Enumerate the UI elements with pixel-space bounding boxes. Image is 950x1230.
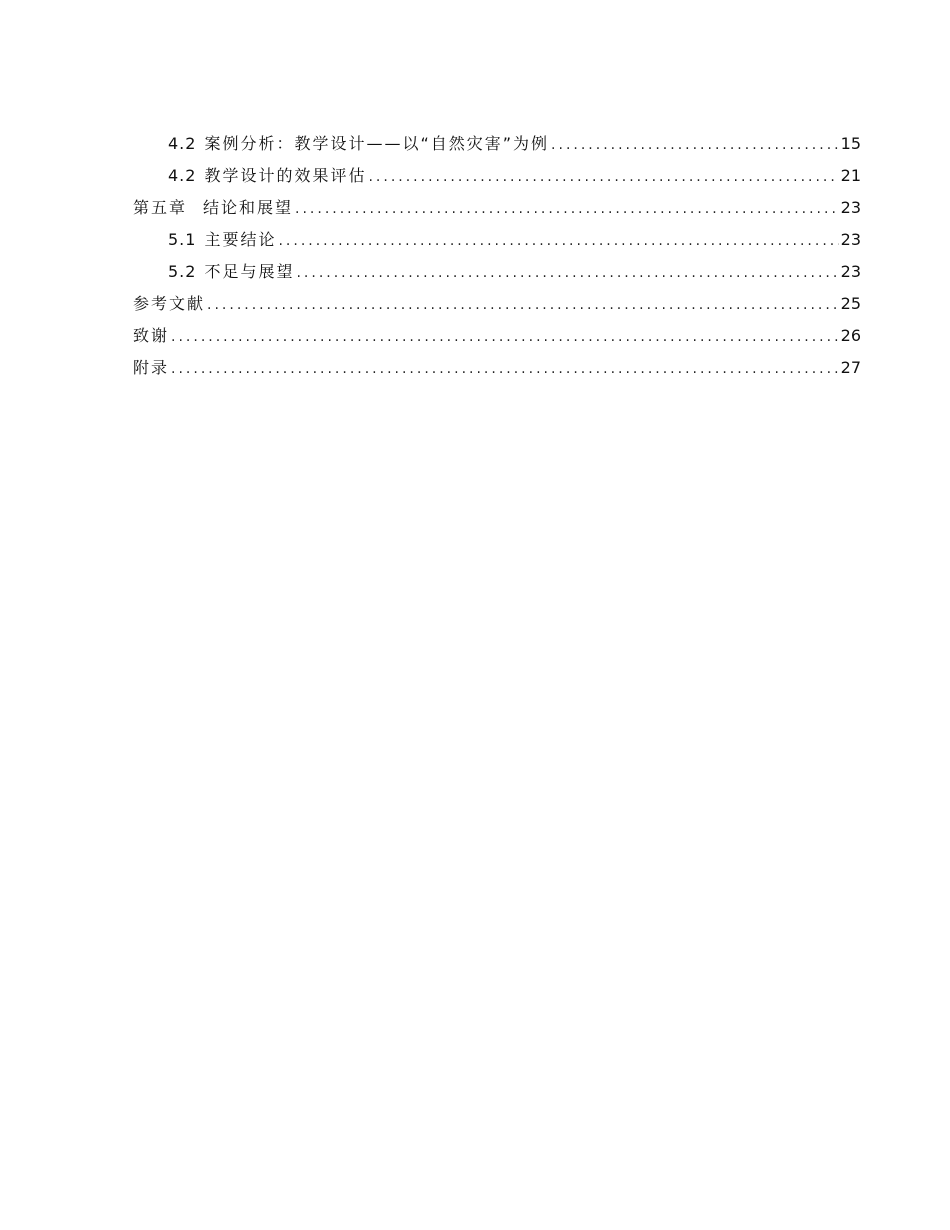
toc-entry-number: 4.2	[168, 166, 197, 185]
toc-entry-title: 案例分析：教学设计——以“自然灾害”为例	[204, 134, 550, 153]
toc-entry-chapter-5[interactable]	[133, 192, 861, 224]
toc-entry-number: 第五章	[133, 198, 188, 217]
toc-entry-number: 4.2	[168, 134, 197, 153]
toc-entry-title: 参考文献	[133, 294, 206, 313]
toc-entry-page-number: 27	[840, 358, 861, 377]
toc-dot-leader	[368, 161, 838, 193]
toc-dot-leader	[278, 225, 838, 257]
toc-entry-title: 教学设计的效果评估	[204, 166, 367, 185]
toc-entry-page-number: 25	[840, 294, 861, 313]
toc-entry-4-2-evaluation[interactable]	[133, 160, 861, 192]
toc-dot-leader	[295, 193, 839, 225]
toc-entry-page-number: 23	[840, 262, 861, 281]
toc-entry-title: 结论和展望	[203, 198, 294, 217]
toc-dot-leader	[171, 353, 839, 385]
toc-entry-title: 附录	[133, 358, 170, 377]
toc-entry-title: 不足与展望	[204, 262, 295, 281]
toc-entry-references[interactable]	[133, 288, 861, 320]
toc-dot-leader	[551, 129, 839, 161]
toc-dot-leader	[207, 289, 839, 321]
toc-entry-acknowledgements[interactable]	[133, 320, 861, 352]
toc-entry-page-number: 15	[840, 134, 861, 153]
table-of-contents	[133, 128, 861, 384]
toc-entry-appendix[interactable]	[133, 352, 861, 384]
toc-dot-leader	[171, 321, 839, 353]
toc-entry-title: 致谢	[133, 326, 170, 345]
toc-entry-page-number: 26	[840, 326, 861, 345]
toc-dot-leader	[296, 257, 838, 289]
toc-entry-title: 主要结论	[204, 230, 277, 249]
toc-entry-5-2[interactable]	[133, 256, 861, 288]
toc-entry-page-number: 23	[840, 198, 861, 217]
toc-entry-page-number: 21	[840, 166, 861, 185]
toc-entry-4-2-case-analysis[interactable]	[133, 128, 861, 160]
toc-entry-5-1[interactable]	[133, 224, 861, 256]
toc-entry-number: 5.2	[168, 262, 197, 281]
toc-entry-number: 5.1	[168, 230, 197, 249]
toc-entry-page-number: 23	[840, 230, 861, 249]
